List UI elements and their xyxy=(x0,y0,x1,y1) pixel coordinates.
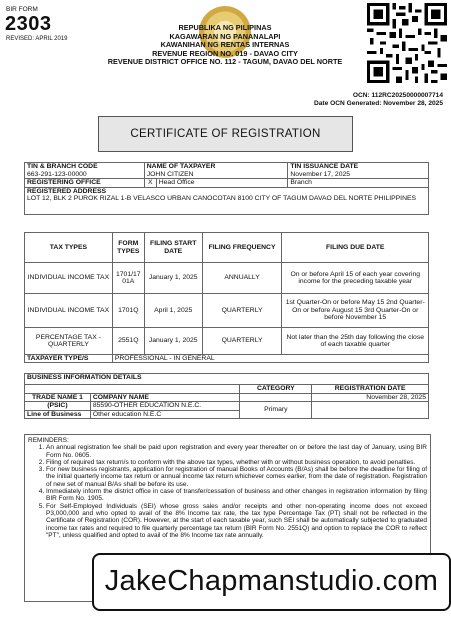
watermark-banner: JakeChapmanstudio.com xyxy=(92,553,451,611)
header-filing-frequency: FILING FREQUENCY xyxy=(202,233,282,263)
line-of-business-value: Other education N.E.C xyxy=(90,410,240,419)
table-row xyxy=(25,294,429,328)
reminders-title: REMINDERS: xyxy=(28,437,69,444)
category-blank-cell xyxy=(240,393,312,402)
header-line-1: REPUBLIKA NG PILIPINAS xyxy=(178,23,272,32)
form-type-cell: 1701/1701A xyxy=(112,263,144,294)
header-line-5: REVENUE DISTRICT OFFICE NO. 112 - TAGUM, DAVAO DEL NORTE xyxy=(107,57,343,67)
frequency-cell: QUARTERLY xyxy=(202,294,282,328)
frequency-cell: ANNUALLY xyxy=(202,263,282,294)
tax-type-cell: PERCENTAGE TAX - QUARTERLY xyxy=(25,328,113,355)
reminder-item: 2. Filing of required tax return/s to conform with the above tax types, whether with or without business operation, to avoid penalties. xyxy=(46,459,427,466)
header-filing-start: FILING START DATE xyxy=(144,233,202,263)
tin-label: TIN & BRANCH CODE xyxy=(27,163,98,170)
tin-cell xyxy=(25,163,145,179)
tax-type-cell: INDIVIDUAL INCOME TAX xyxy=(25,263,113,294)
tax-types-table xyxy=(24,232,429,363)
form-revision: REVISED: APRIL 2019 xyxy=(6,36,68,42)
taxpayer-info-table xyxy=(24,162,429,215)
taxpayer-type-label: TAXPAYER TYPE/S xyxy=(25,355,113,363)
head-office-mark: X xyxy=(144,179,156,188)
header-tax-types: TAX TYPES xyxy=(25,233,113,263)
tin-value: 663-291-123-00000 xyxy=(27,170,87,178)
reminder-item: 5. For Self-Employed Individuals (SEI) whose gross sales and/or receipts and other non-operating income does not exceed P3,000,000 and who opted to avail of the 8% Income tax rate, the tax type Percentage Tax (PT) shall not be reflected in the Certificate of Registration (COR). However, at the start of each taxable year, such SEI shall be automatically subjected to graduated income tax rates and required to file quarterly percentage tax return (BIR Form No. 2551Q) and option to replace the COR to reflect "PT", unless qualified and opted to avail of the 8% Income tax rate annually. xyxy=(46,503,427,539)
table-row xyxy=(25,263,429,294)
table-row xyxy=(25,328,429,355)
issuance-label: TIN ISSUANCE DATE xyxy=(290,163,359,170)
due-date-cell: On or before April 15 of each year covering income for the preceding taxable year xyxy=(282,263,429,294)
header-line-3: KAWANIHAN NG RENTAS INTERNAS xyxy=(160,40,290,50)
address-value: LOT 12, BLK 2 PUROK RIZAL 1-B VELASCO URBAN CANOCOTAN 8100 CITY OF TAGUM DAVAO DEL NORTE PHILIPPINES xyxy=(27,195,417,203)
registering-office-label: REGISTERING OFFICE xyxy=(25,179,145,188)
reminder-item: 1. An annual registration fee shall be paid upon registration and every year thereafter on or before the last day of January, using BIR Form No. 0605. xyxy=(46,444,427,459)
frequency-cell: QUARTERLY xyxy=(202,328,282,355)
trade-name-label: TRADE NAME 1 xyxy=(25,393,91,402)
spacer-cell xyxy=(25,385,240,394)
header-line-2: KAGAWARAN NG PANANALAPI xyxy=(169,31,281,41)
reminders-list xyxy=(28,444,427,539)
taxpayer-name-label: NAME OF TAXPAYER xyxy=(146,163,216,170)
registration-date-blank-cell xyxy=(312,402,429,419)
branch-label: Branch xyxy=(288,179,429,188)
reminder-item: 4. Immediately inform the district office in case of transfer/cessation of business and other changes in registration information by filing BIR Form No. 1905. xyxy=(46,488,427,503)
taxpayer-name-cell xyxy=(144,163,288,179)
form-type-cell: 1701Q xyxy=(112,294,144,328)
category-value: Primary xyxy=(240,402,312,419)
reminder-item: 3. For new business registrants, application for registration of manual Books of Accounts (B/As) shall be before the deadline for filing of the initial quarterly income tax return or annual income tax return whichever comes earlier, from the date of registration. Registration of new set of manual B/As shall be before its use. xyxy=(46,466,427,488)
form-number: 2303 xyxy=(5,13,52,35)
psic-value: 85590-OTHER EDUCATION N.E.C. xyxy=(90,402,240,411)
head-office-label: Head Office xyxy=(156,179,288,188)
certificate-title: CERTIFICATE OF REGISTRATION xyxy=(98,116,353,152)
start-date-cell: April 1, 2025 xyxy=(144,294,202,328)
header-filing-due: FILING DUE DATE xyxy=(282,233,429,263)
issuance-value: November 17, 2025 xyxy=(290,170,351,178)
line-of-business-label: Line of Business xyxy=(25,410,91,419)
form-label: BIR FORM xyxy=(6,6,38,13)
header-line-4: REVENUE REGION NO. 019 - DAVAO CITY xyxy=(152,48,298,58)
company-name-label: COMPANY NAME xyxy=(90,393,240,402)
business-section-label: BUSINESS INFORMATION DETAILS xyxy=(25,374,429,385)
qr-code-icon xyxy=(367,3,447,83)
due-date-cell: 1st Quarter-On or before May 15 2nd Quarter-On or before August 15 3rd Quarter-On or before November 15 xyxy=(282,294,429,328)
ocn-block xyxy=(314,92,443,108)
tax-type-cell: INDIVIDUAL INCOME TAX xyxy=(25,294,113,328)
registration-date-label: REGISTRATION DATE xyxy=(312,385,429,394)
business-info-table xyxy=(24,373,429,419)
issuance-cell xyxy=(288,163,429,179)
taxpayer-name-value: JOHN CITIZEN xyxy=(146,170,194,178)
address-cell xyxy=(25,187,429,214)
category-label: CATEGORY xyxy=(240,385,312,394)
start-date-cell: January 1, 2025 xyxy=(144,328,202,355)
ocn-number: OCN: 112RC20250000007714 xyxy=(352,92,443,99)
ocn-generated-date: Date OCN Generated: November 28, 2025 xyxy=(314,100,443,107)
agency-header xyxy=(70,24,380,67)
header-form-types: FORM TYPES xyxy=(112,233,144,263)
due-date-cell: Not later than the 25th day following the close of each taxable quarter xyxy=(282,328,429,355)
address-label: REGISTERED ADDRESS xyxy=(27,187,107,195)
registration-date-value: November 28, 2025 xyxy=(312,393,429,402)
start-date-cell: January 1, 2025 xyxy=(144,263,202,294)
taxpayer-type-value: PROFESSIONAL - IN GENERAL xyxy=(112,355,428,363)
form-type-cell: 2551Q xyxy=(112,328,144,355)
psic-label: (PSIC) xyxy=(25,402,91,411)
